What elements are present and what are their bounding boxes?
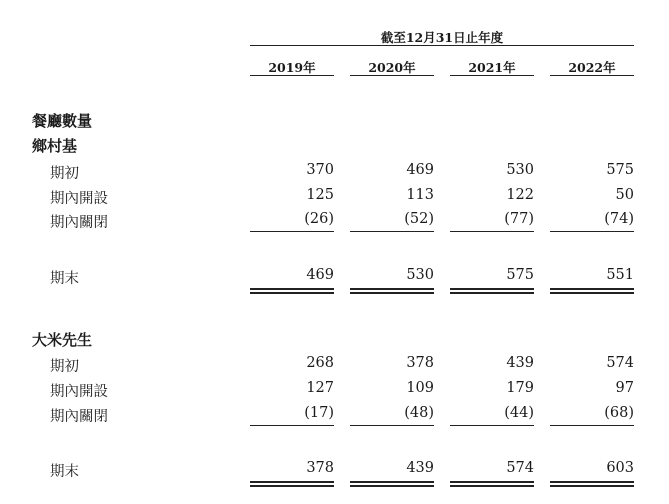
row-label-closed: 期內關閉 (50, 215, 108, 231)
subtotal-rule (550, 231, 634, 232)
cell-value-total: 439 (406, 460, 434, 476)
cell-value: 127 (306, 380, 334, 396)
cell-value: (44) (504, 405, 534, 421)
cell-value-total: 603 (606, 460, 634, 476)
row-label-opening: 期初 (50, 359, 79, 375)
cell-value: 97 (615, 380, 634, 396)
cell-value: 574 (606, 355, 634, 371)
cell-value: (52) (404, 211, 434, 227)
total-double-rule (350, 288, 434, 294)
cell-value-total: 530 (406, 267, 434, 283)
cell-value: (48) (404, 405, 434, 421)
section-heading-1: 鄉村基 (32, 137, 78, 155)
row-label-opened: 期內開設 (50, 191, 108, 207)
period-caption-rule (250, 45, 634, 46)
total-double-rule (350, 481, 434, 487)
section-heading-2: 大米先生 (32, 331, 93, 349)
cell-value: 469 (406, 162, 434, 178)
total-double-rule (450, 481, 534, 487)
year-header-rule (250, 75, 334, 76)
cell-value: 439 (506, 355, 534, 371)
cell-value: (74) (604, 211, 634, 227)
total-double-rule (250, 481, 334, 487)
cell-value: (26) (304, 211, 334, 227)
cell-value: 125 (306, 187, 334, 203)
subtotal-rule (350, 231, 434, 232)
subtotal-rule (250, 231, 334, 232)
cell-value: 370 (306, 162, 334, 178)
cell-value: 113 (406, 187, 434, 203)
year-header-2019: 2019年 (268, 60, 316, 75)
cell-value: 378 (406, 355, 434, 371)
cell-value-total: 574 (506, 460, 534, 476)
total-double-rule (450, 288, 534, 294)
year-header-rule (450, 75, 534, 76)
row-label-closing: 期末 (50, 271, 79, 287)
row-label-opened: 期內開設 (50, 384, 108, 400)
year-header-2021: 2021年 (468, 60, 516, 75)
cell-value: (77) (504, 211, 534, 227)
subtotal-rule (350, 425, 434, 426)
cell-value-total: 551 (606, 267, 634, 283)
period-caption: 截至12月31日止年度 (380, 30, 504, 45)
year-header-rule (350, 75, 434, 76)
cell-value: 179 (506, 380, 534, 396)
total-double-rule (550, 288, 634, 294)
cell-value: 122 (506, 187, 534, 203)
year-header-rule (550, 75, 634, 76)
row-label-closed: 期內關閉 (50, 409, 108, 425)
row-label-closing: 期末 (50, 464, 79, 480)
year-header-2022: 2022年 (568, 60, 616, 75)
subtotal-rule (450, 425, 534, 426)
subtotal-rule (550, 425, 634, 426)
cell-value: 50 (615, 187, 634, 203)
total-double-rule (550, 481, 634, 487)
subtotal-rule (250, 425, 334, 426)
cell-value: 268 (306, 355, 334, 371)
row-label-opening: 期初 (50, 166, 79, 182)
cell-value: 530 (506, 162, 534, 178)
total-double-rule (250, 288, 334, 294)
cell-value: 109 (406, 380, 434, 396)
cell-value: 575 (606, 162, 634, 178)
cell-value-total: 469 (306, 267, 334, 283)
cell-value: (17) (304, 405, 334, 421)
cell-value-total: 378 (306, 460, 334, 476)
cell-value-total: 575 (506, 267, 534, 283)
cell-value: (68) (604, 405, 634, 421)
table-title: 餐廳數量 (32, 112, 93, 130)
year-header-2020: 2020年 (368, 60, 416, 75)
subtotal-rule (450, 231, 534, 232)
